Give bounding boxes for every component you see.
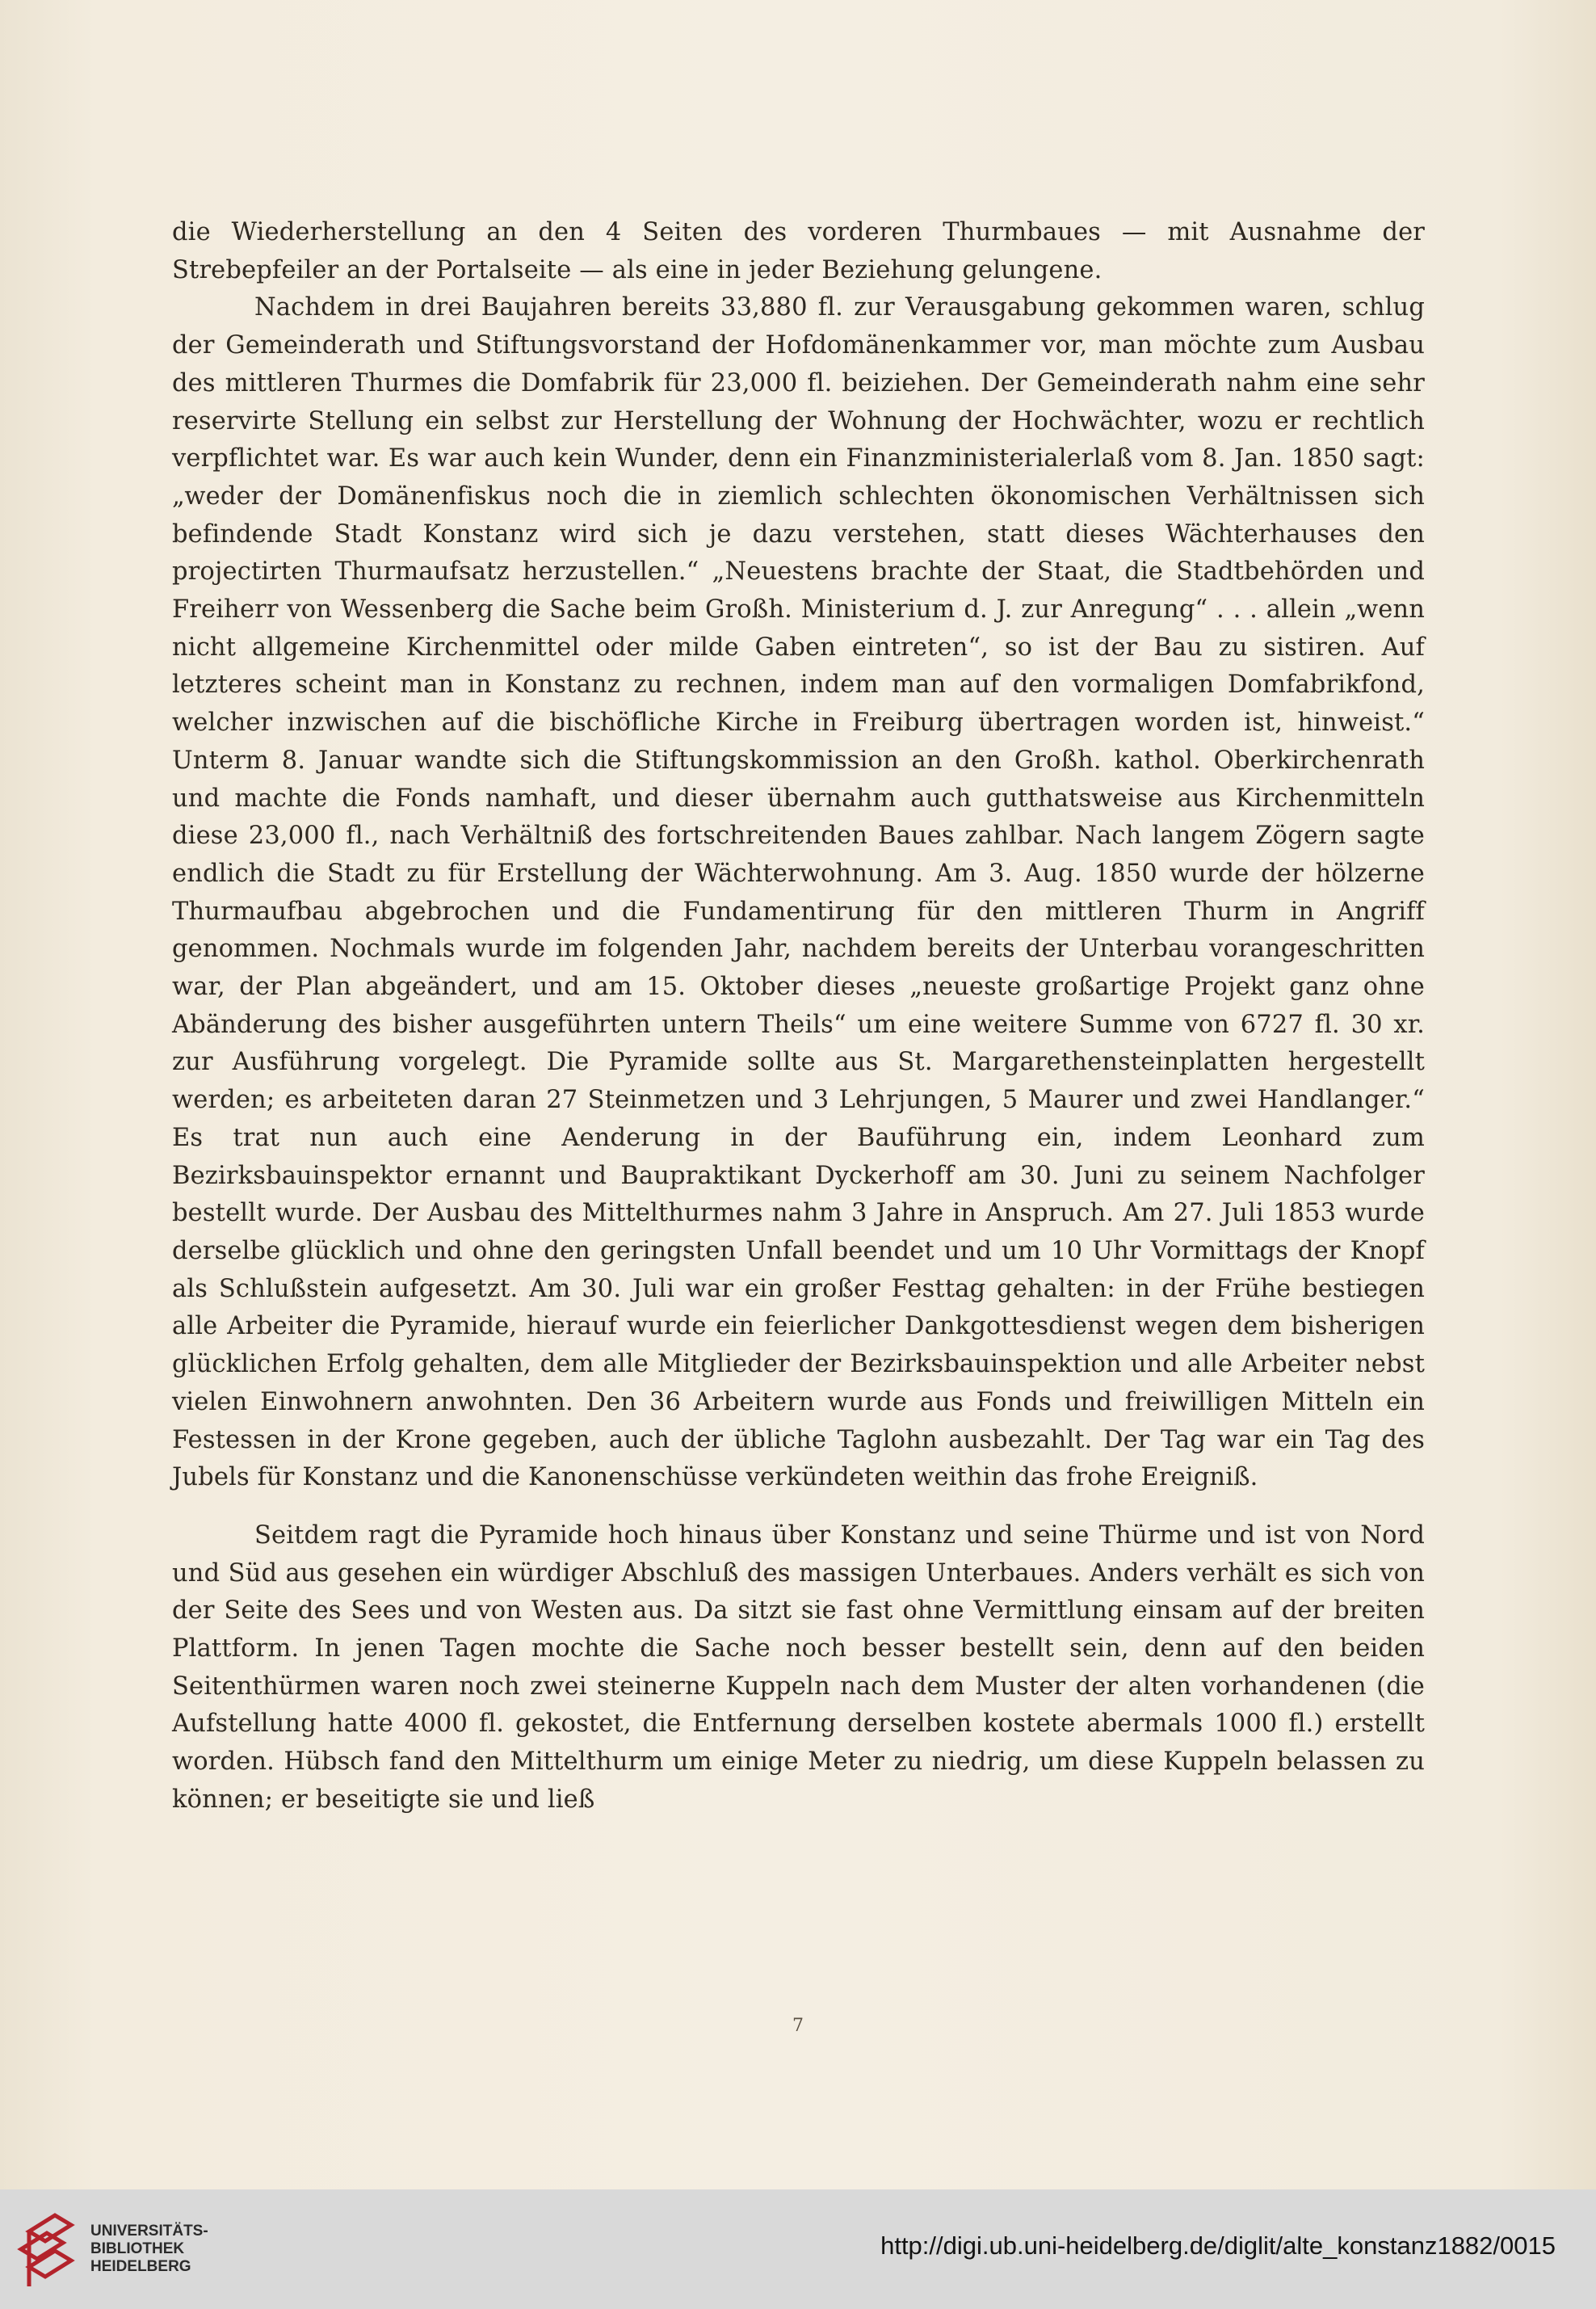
- paragraph-2: Nachdem in drei Baujahren bereits 33,880 fl. zur Verausgabung gekommen waren, schlug der Gemeinderath und Stiftungsvorstand der Hofdomänenkammer vor, man möchte zum Ausbau des mittleren Thurmes die Domfabrik für 23,000 fl. beiziehen. Der Gemeinderath nahm eine sehr reservirte Stellung ein selbst zur Herstellung der Wohnung der Hochwächter, wozu er rechtlich verpflichtet war. Es war auch kein Wunder, denn ein Finanzministerialerlaß vom 8. Jan. 1850 sagt: „weder der Domänenfiskus noch die in ziemlich schlechten ökonomischen Verhältnissen sich befindende Stadt Konstanz wird sich je dazu verstehen, statt dieses Wächterhauses den projectirten Thurmaufsatz herzustellen.“ „Neuestens brachte der Staat, die Stadtbehörden und Freiherr von Wessenberg die Sache beim Großh. Ministerium d. J. zur Anregung“ . . . allein „wenn nicht allgemeine Kirchenmittel oder milde Gaben eintreten“, so ist der Bau zu sistiren. Auf letzteres scheint man in Konstanz zu rechnen, indem man auf den vormaligen Domfabrikfond, welcher inzwischen auf die bischöfliche Kirche in Freiburg übertragen worden ist, hinweist.“ Unterm 8. Januar wandte sich die Stiftungskommission an den Großh. kathol. Oberkirchenrath und machte die Fonds namhaft, und dieser übernahm auch gutthatsweise aus Kirchenmitteln diese 23,000 fl., nach Verhältniß des fortschreitenden Baues zahlbar. Nach langem Zögern sagte endlich die Stadt zu für Erstellung der Wächterwohnung. Am 3. Aug. 1850 wurde der hölzerne Thurmaufbau abgebrochen und die Fundamentirung für den mittleren Thurm in Angriff genommen. Nochmals wurde im folgenden Jahr, nachdem bereits der Unterbau vorangeschritten war, der Plan abgeändert, und am 15. Oktober dieses „neueste großartige Projekt ganz ohne Abänderung des bisher ausgeführten untern Theils“ um eine weitere Summe von 6727 fl. 30 xr. zur Ausführung vorgelegt. Die Pyramide sollte aus St. Margarethensteinplatten hergestellt werden; es arbeiteten daran 27 Steinmetzen und 3 Lehrjungen, 5 Maurer und zwei Handlanger.“ Es trat nun auch eine Aenderung in der Bauführung ein, indem Leonhard zum Bezirksbauinspektor ernannt und Baupraktikant Dyckerhoff am 30. Juni zu seinem Nachfolger bestellt wurde. Der Ausbau des Mittelthurmes nahm 3 Jahre in Anspruch. Am 27. Juli 1853 wurde derselbe glücklich und ohne den geringsten Unfall beendet und um 10 Uhr Vormittags der Knopf als Schlußstein aufgesetzt. Am 30. Juli war ein großer Festtag gehalten: in der Frühe bestiegen alle Arbeiter die Pyramide, hierauf wurde ein feierlicher Dankgottesdienst wegen dem bisherigen glücklichen Erfolg gehalten, dem alle Mitglieder der Bezirksbauinspektion und alle Arbeiter nebst vielen Einwohnern anwohnten. Den 36 Arbeitern wurde aus Fonds und freiwilligen Mitteln ein Festessen in der Krone gegeben, auch der übliche Taglohn ausbezahlt. Der Tag war ein Tag des Jubels für Konstanz und die Kanonenschüsse verkündeten weithin das frohe Ereigniß.: [172, 293, 1425, 1492]
- heidelberg-library-logo-icon: [15, 2207, 78, 2291]
- footer-bar: [0, 2189, 1596, 2309]
- library-name-line-3: HEIDELBERG: [90, 2258, 191, 2275]
- library-name-line-1: UNIVERSITÄTS-: [90, 2223, 208, 2240]
- permalink-url[interactable]: http://digi.ub.uni-heidelberg.de/diglit/alte_konstanz1882/0015: [880, 2231, 1556, 2260]
- library-name: [90, 2223, 208, 2276]
- library-name-line-2: BIBLIOTHEK: [90, 2240, 185, 2257]
- page-number: 7: [792, 2016, 804, 2036]
- paragraph-1: die Wiederherstellung an den 4 Seiten des vorderen Thurmbaues — mit Ausnahme der Strebepfeiler an der Portalseite — als eine in jeder Beziehung gelungene.: [172, 218, 1425, 284]
- body-text: [172, 214, 1425, 1819]
- paragraph-3: Seitdem ragt die Pyramide hoch hinaus über Konstanz und seine Thürme und ist von Nord und Süd aus gesehen ein würdiger Abschluß des massigen Unterbaues. Anders verhält es sich von der Seite des Sees und von Westen aus. Da sitzt sie fast ohne Vermittlung einsam auf der breiten Plattform. In jenen Tagen mochte die Sache noch besser bestellt sein, denn auf den beiden Seitenthürmen waren noch zwei steinerne Kuppeln nach dem Muster der alten vorhandenen (die Aufstellung hatte 4000 fl. gekostet, die Entfernung derselben kostete abermals 1000 fl.) erstellt worden. Hübsch fand den Mittelthurm um einige Meter zu niedrig, um diese Kuppeln belassen zu können; er beseitigte sie und ließ: [172, 1520, 1425, 1814]
